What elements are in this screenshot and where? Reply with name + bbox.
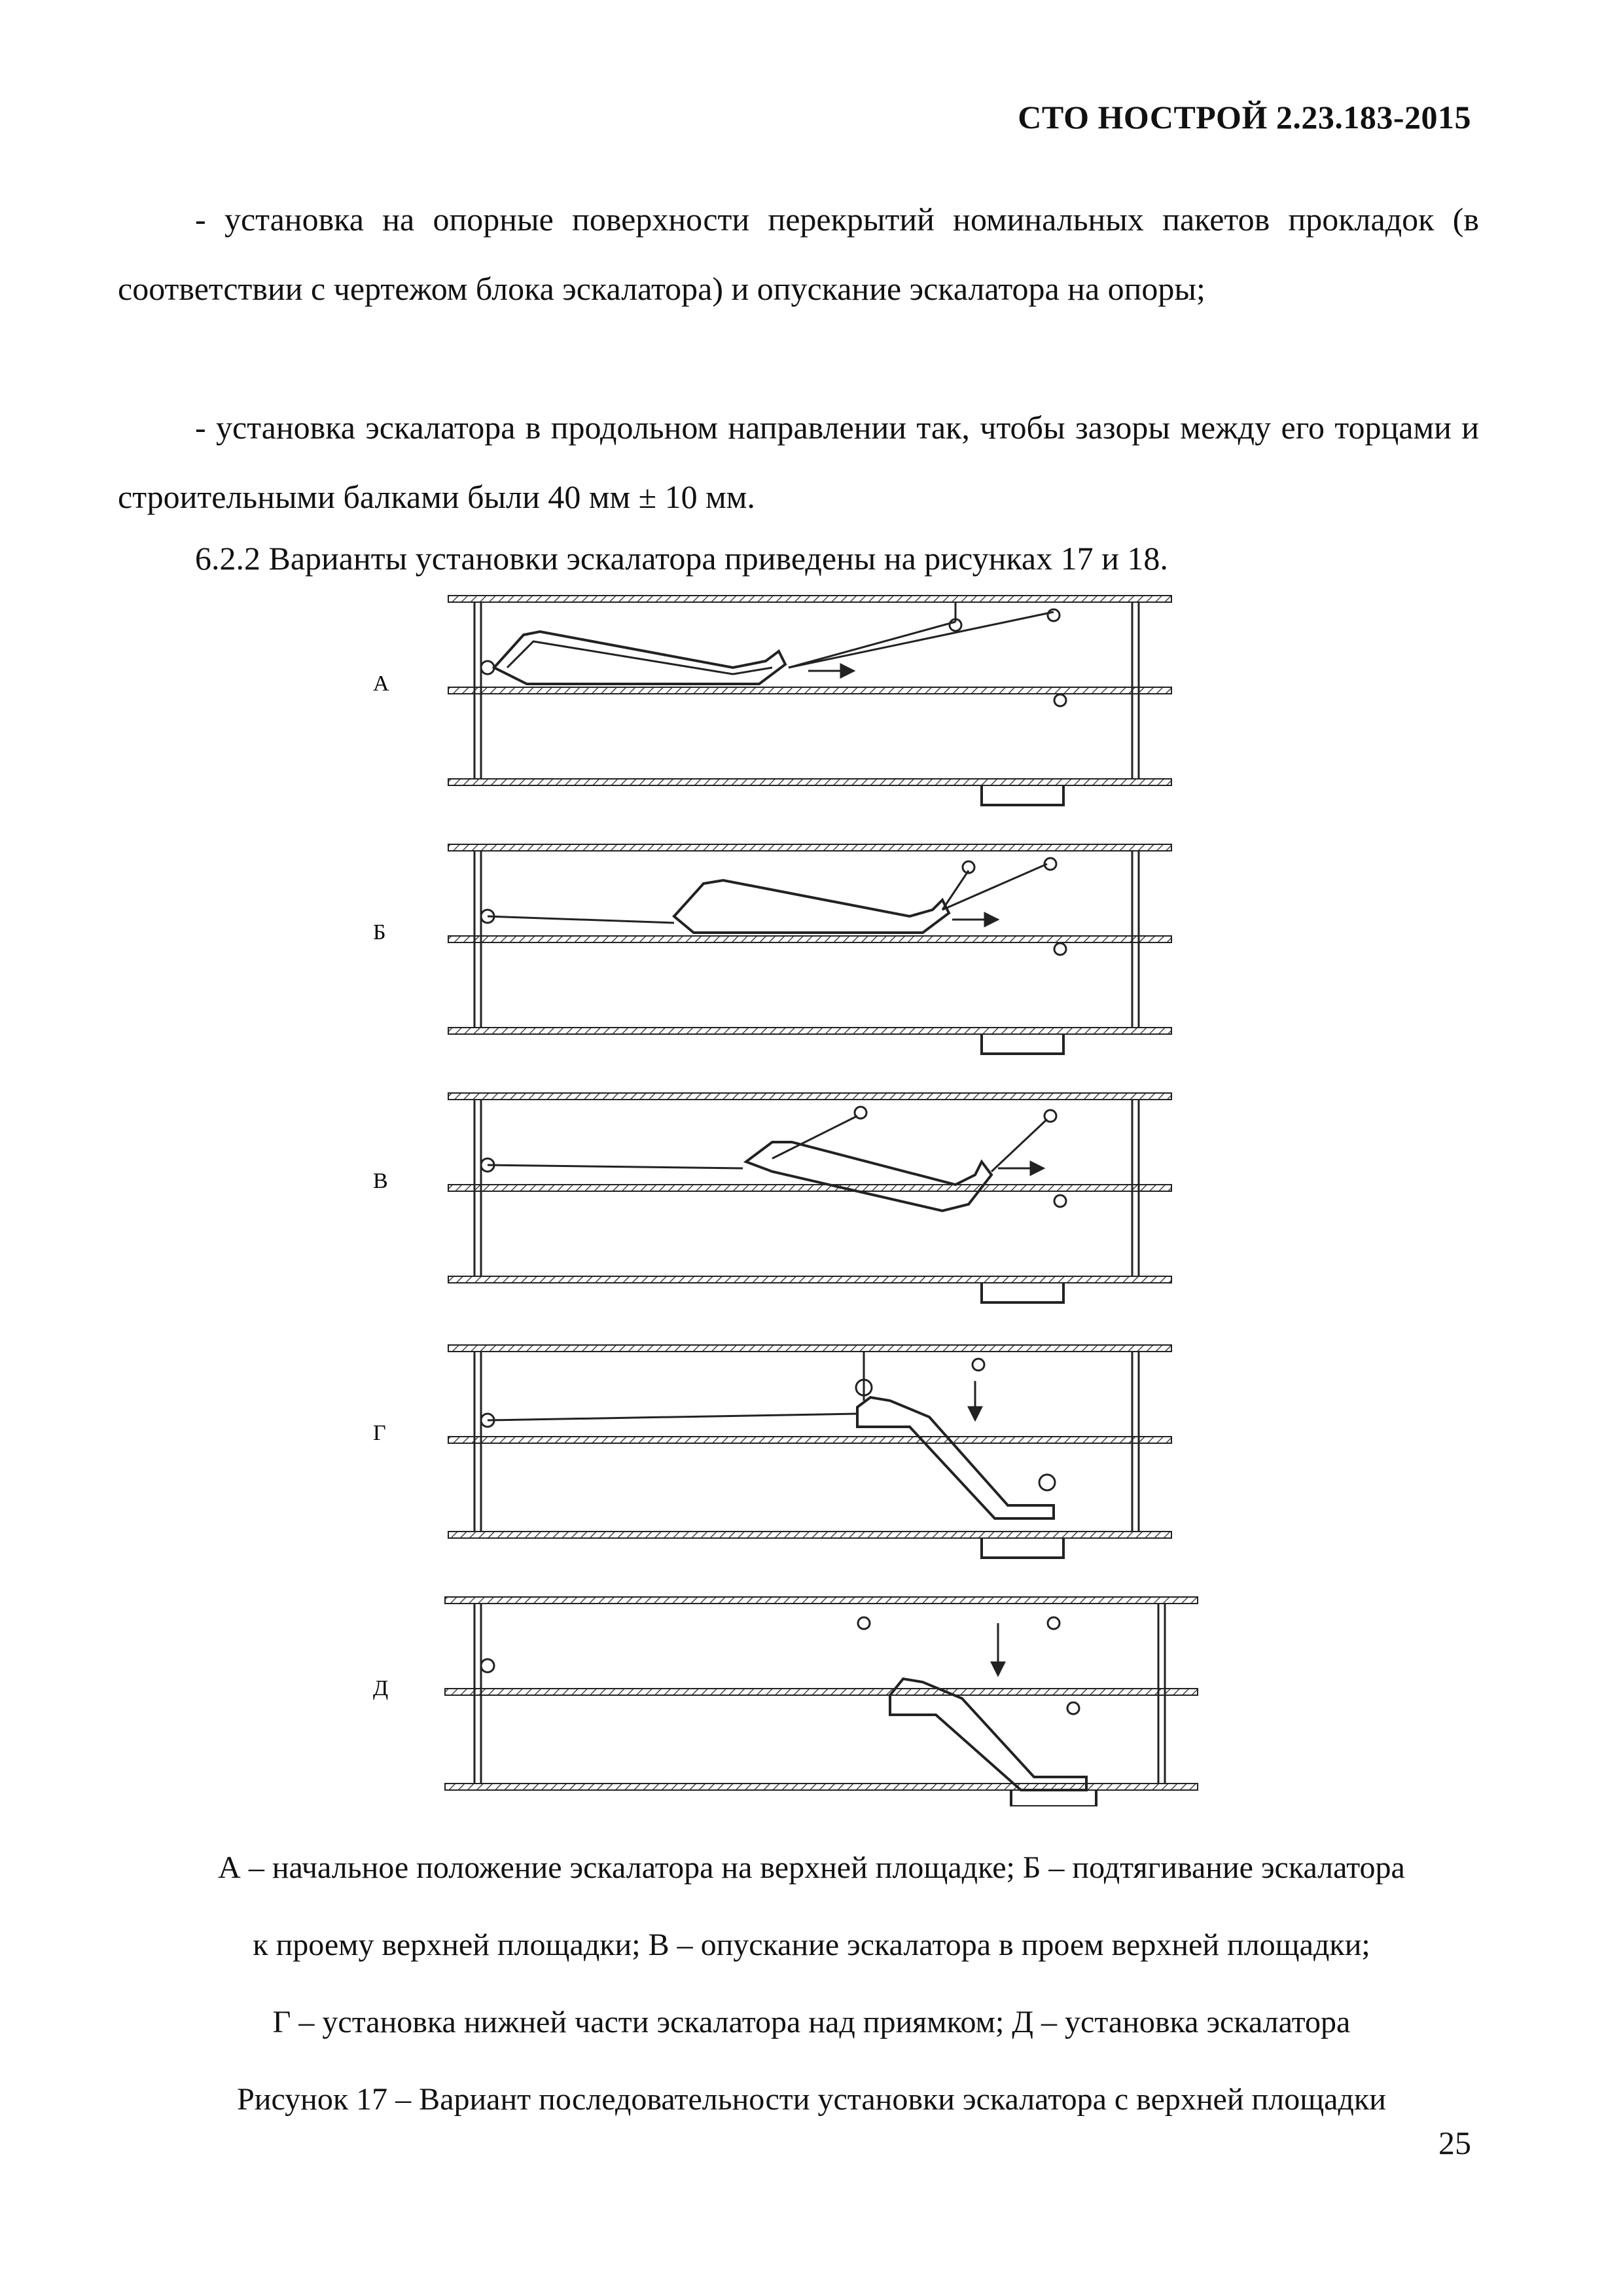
paragraph-longitudinal: - установка эскалатора в продольном направлении так, чтобы зазоры между его торцами и строительными балками были 40 мм ± 10 мм. [118,409,1479,515]
figure-escalator-installation [366,576,1270,1806]
slab-bottom-a [448,779,1171,785]
slab-top-a [448,596,1171,602]
slab-mid-a [448,687,1171,694]
paragraph-variants: 6.2.2 Варианты установки эскалатора приведены на рисунках 17 и 18. [195,540,1168,577]
page-number: 25 [1438,2125,1471,2161]
caption-line: Г – установка нижней части эскалатора над приямком; Д – установка эскалатора [272,2005,1351,2039]
caption-line: А – начальное положение эскалатора на верхней площадке; Б – подтягивание эскалатора [218,1850,1405,1885]
panel-label-d: Д [373,1676,389,1700]
panel-label-v: В [373,1169,388,1193]
panel-a [373,596,1171,805]
panel-label-a: А [373,672,389,696]
escalator-g [857,1397,1054,1518]
panel-d [373,1597,1198,1806]
figure-title: Рисунок 17 – Вариант последовательности установки эскалатора с верхней площадки [237,2082,1386,2117]
panel-v [373,1093,1171,1302]
pit-a [982,785,1063,805]
panel-label-b: Б [373,920,386,944]
panel-b [373,844,1171,1054]
caption-line: к проему верхней площадки; В – опускание эскалатора в проем верхней площадки; [253,1928,1370,1962]
escalator-a [494,632,785,684]
panel-g [373,1345,1171,1558]
document-code-header: СТО НОСТРОЙ 2.23.183-2015 [1018,99,1471,135]
figure-drawing [366,576,1270,1806]
panel-label-g: Г [373,1421,386,1445]
figure-caption [98,1829,1525,2138]
escalator-b [674,880,949,933]
paragraph-supports: - установка на опорные поверхности перекрытий номинальных пакетов прокладок (в соответствии с чертежом блока эскалатора) и опускание эскалатора на опоры; [118,201,1479,307]
